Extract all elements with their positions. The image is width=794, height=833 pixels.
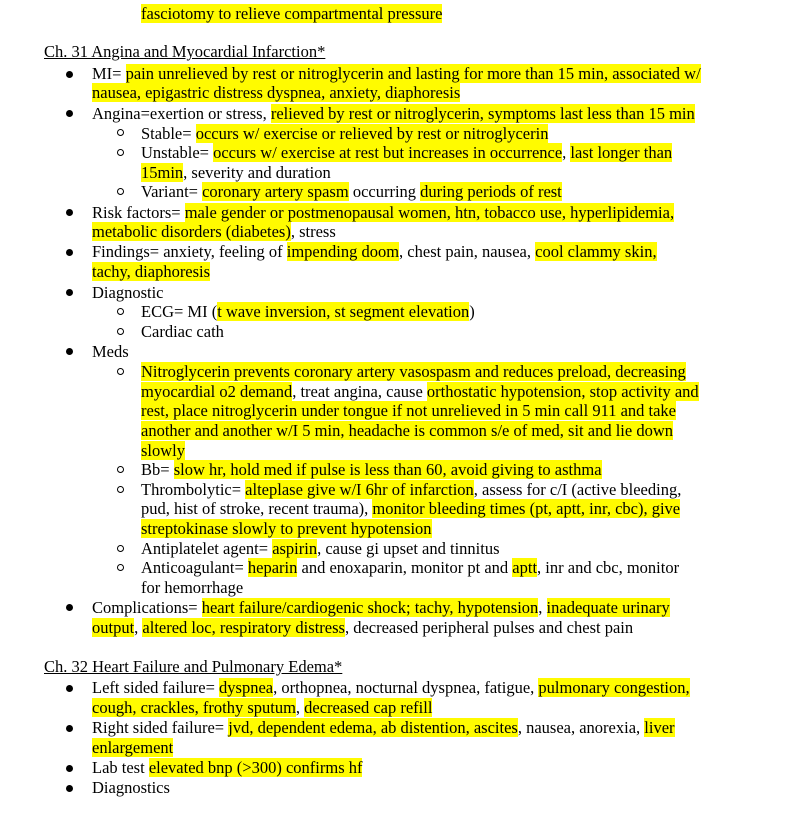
thrombolytic-line3 bbox=[141, 519, 432, 539]
text-segment: ECG= MI ( bbox=[141, 302, 218, 321]
highlighted-text: coronary artery spasm bbox=[202, 182, 349, 201]
findings-line2 bbox=[92, 262, 210, 282]
highlighted-text: heart failure/cardiogenic shock; tachy, hypotension bbox=[201, 598, 539, 617]
sub-bullet-icon bbox=[117, 564, 124, 571]
bullet-icon bbox=[66, 289, 73, 296]
thrombolytic-line2 bbox=[141, 499, 680, 519]
highlighted-text: myocardial o2 demand bbox=[141, 382, 293, 401]
nitroglycerin-line2 bbox=[141, 382, 699, 402]
highlighted-text: decreased cap refill bbox=[304, 698, 433, 717]
text-segment: Right sided failure= bbox=[92, 718, 229, 737]
text-segment: Antiplatelet agent= bbox=[141, 539, 273, 558]
ecg-item bbox=[141, 302, 475, 322]
bullet-icon bbox=[66, 249, 73, 256]
text-segment: , stress bbox=[290, 222, 336, 241]
text-segment: Bb= bbox=[141, 460, 174, 479]
mi-item-line2 bbox=[92, 83, 460, 103]
left-sided-failure-line1 bbox=[92, 678, 690, 698]
highlighted-text: pulmonary congestion, bbox=[538, 678, 690, 697]
text-segment: Complications= bbox=[92, 598, 202, 617]
nitroglycerin-line5 bbox=[141, 441, 185, 461]
nitroglycerin-line1 bbox=[141, 362, 686, 382]
text-segment: Diagnostic bbox=[92, 283, 164, 302]
text-segment: , decreased peripheral pulses and chest pain bbox=[344, 618, 634, 637]
highlighted-text: inadequate urinary bbox=[546, 598, 670, 617]
text-segment: , cause gi upset and tinnitus bbox=[317, 539, 500, 558]
text-segment: , assess for c/I (active bleeding, bbox=[473, 480, 682, 499]
text-segment: Findings= anxiety, feeling of bbox=[92, 242, 287, 261]
complications-line2 bbox=[92, 618, 633, 638]
findings-line1 bbox=[92, 242, 657, 262]
text-segment: , chest pain, nausea, bbox=[399, 242, 536, 261]
text-segment: Lab test bbox=[92, 758, 149, 777]
highlighted-text: slowly bbox=[141, 441, 186, 460]
thrombolytic-line1 bbox=[141, 480, 681, 500]
highlighted-text: impending doom bbox=[286, 242, 400, 261]
sub-bullet-icon bbox=[117, 308, 124, 315]
bullet-icon bbox=[66, 110, 73, 117]
lab-test-item bbox=[92, 758, 362, 778]
text-segment: , bbox=[295, 698, 305, 717]
bullet-icon bbox=[66, 604, 73, 611]
highlighted-text: 15min bbox=[141, 163, 184, 182]
sub-bullet-icon bbox=[117, 188, 124, 195]
highlighted-text: altered loc, respiratory distress bbox=[142, 618, 345, 637]
sub-bullet-icon bbox=[117, 328, 124, 335]
highlighted-text: rest, place nitroglycerin under tongue if not unrelieved in 5 min call 911 and take bbox=[141, 401, 677, 420]
unstable-item-line2 bbox=[141, 163, 331, 183]
highlighted-text: occurs w/ exercise or relieved by rest or nitroglycerin bbox=[195, 124, 549, 143]
right-sided-failure-line2 bbox=[92, 738, 173, 758]
text-segment: Diagnostics bbox=[92, 778, 170, 797]
text-segment: Risk factors= bbox=[92, 203, 185, 222]
right-sided-failure-line1 bbox=[92, 718, 675, 738]
meds-item bbox=[92, 342, 129, 362]
highlighted-text: during periods of rest bbox=[420, 182, 562, 201]
text-segment: Unstable= bbox=[141, 143, 214, 162]
text-segment: MI= bbox=[92, 64, 126, 83]
text-segment: ) bbox=[469, 302, 475, 321]
highlighted-text: elevated bnp (>300) confirms hf bbox=[148, 758, 363, 777]
risk-factors-line1 bbox=[92, 203, 674, 223]
sub-bullet-icon bbox=[117, 368, 124, 375]
cardiac-cath-item bbox=[141, 322, 224, 342]
text-segment: , orthopnea, nocturnal dyspnea, fatigue, bbox=[273, 678, 539, 697]
antiplatelet-item bbox=[141, 539, 500, 559]
highlighted-text: slow hr, hold med if pulse is less than 60, avoid giving to asthma bbox=[173, 460, 602, 479]
anticoagulant-line2 bbox=[141, 578, 243, 598]
stable-item bbox=[141, 124, 548, 144]
text-segment: , bbox=[562, 143, 571, 162]
text-segment: , bbox=[134, 618, 143, 637]
text-segment: Cardiac cath bbox=[141, 322, 224, 341]
highlighted-text: monitor bleeding times (pt, aptt, inr, cbc), give bbox=[372, 499, 681, 518]
text-segment: and enoxaparin, monitor pt and bbox=[297, 558, 513, 577]
text-segment: , inr and cbc, monitor bbox=[537, 558, 680, 577]
highlighted-text: cough, crackles, frothy sputum bbox=[92, 698, 296, 717]
text-segment: Angina=exertion or stress, bbox=[92, 104, 271, 123]
highlighted-text: Nitroglycerin prevents coronary artery vasospasm and reduces preload, decreasing bbox=[141, 362, 686, 381]
text-segment: occurring bbox=[348, 182, 421, 201]
nitroglycerin-line3 bbox=[141, 401, 676, 421]
bullet-icon bbox=[66, 785, 73, 792]
highlighted-text: alteplase give w/I 6hr of infarction bbox=[245, 480, 474, 499]
top-fragment-line bbox=[141, 4, 442, 24]
highlighted-text: fasciotomy to relieve compartmental pressure bbox=[141, 4, 443, 23]
nitroglycerin-line4 bbox=[141, 421, 673, 441]
highlighted-text: pain unrelieved by rest or nitroglycerin and lasting for more than 15 min, associated w/ bbox=[125, 64, 701, 83]
sub-bullet-icon bbox=[117, 149, 124, 156]
highlighted-text: heparin bbox=[247, 558, 298, 577]
sub-bullet-icon bbox=[117, 129, 124, 136]
angina-item bbox=[92, 104, 695, 124]
text-segment: , treat angina, cause bbox=[292, 382, 427, 401]
risk-factors-line2 bbox=[92, 222, 336, 242]
chapter-31-heading: Ch. 31 Angina and Myocardial Infarction* bbox=[44, 42, 326, 61]
text-segment: pud, hist of stroke, recent trauma), bbox=[141, 499, 373, 518]
highlighted-text: dyspnea bbox=[219, 678, 274, 697]
highlighted-text: aspirin bbox=[272, 539, 318, 558]
highlighted-text: cool clammy skin, bbox=[535, 242, 657, 261]
bullet-icon bbox=[66, 71, 73, 78]
text-segment: , bbox=[538, 598, 547, 617]
text-segment: , nausea, anorexia, bbox=[517, 718, 645, 737]
complications-line1 bbox=[92, 598, 670, 618]
highlighted-text: nausea, epigastric distress dyspnea, anxiety, diaphoresis bbox=[92, 83, 461, 102]
text-segment: for hemorrhage bbox=[141, 578, 244, 597]
left-sided-failure-line2 bbox=[92, 698, 432, 718]
text-segment: , severity and duration bbox=[183, 163, 331, 182]
diagnostic-item bbox=[92, 283, 164, 303]
highlighted-text: jvd, dependent edema, ab distention, ascites bbox=[228, 718, 518, 737]
variant-item bbox=[141, 182, 562, 202]
sub-bullet-icon bbox=[117, 486, 124, 493]
highlighted-text: streptokinase slowly to prevent hypotension bbox=[141, 519, 432, 538]
text-segment: Left sided failure= bbox=[92, 678, 220, 697]
text-segment: Anticoagulant= bbox=[141, 558, 248, 577]
bullet-icon bbox=[66, 209, 73, 216]
text-segment: Stable= bbox=[141, 124, 196, 143]
highlighted-text: enlargement bbox=[92, 738, 174, 757]
highlighted-text: output bbox=[92, 618, 135, 637]
highlighted-text: tachy, diaphoresis bbox=[92, 262, 211, 281]
highlighted-text: liver bbox=[644, 718, 675, 737]
chapter-32-heading: Ch. 32 Heart Failure and Pulmonary Edema* bbox=[44, 657, 343, 676]
highlighted-text: orthostatic hypotension, stop activity and bbox=[426, 382, 699, 401]
sub-bullet-icon bbox=[117, 466, 124, 473]
highlighted-text: aptt bbox=[512, 558, 538, 577]
unstable-item-line1 bbox=[141, 143, 672, 163]
text-segment: Meds bbox=[92, 342, 129, 361]
bullet-icon bbox=[66, 685, 73, 692]
bullet-icon bbox=[66, 725, 73, 732]
bullet-icon bbox=[66, 765, 73, 772]
text-segment: Variant= bbox=[141, 182, 203, 201]
highlighted-text: occurs w/ exercise at rest but increases in occurrence bbox=[213, 143, 563, 162]
highlighted-text: metabolic disorders (diabetes) bbox=[92, 222, 291, 241]
highlighted-text: last longer than bbox=[570, 143, 673, 162]
highlighted-text: relieved by rest or nitroglycerin, symptoms last less than 15 min bbox=[270, 104, 695, 123]
highlighted-text: another and another w/I 5 min, headache is common s/e of med, sit and lie down bbox=[141, 421, 673, 440]
bullet-icon bbox=[66, 348, 73, 355]
diagnostics-item bbox=[92, 778, 170, 798]
sub-bullet-icon bbox=[117, 545, 124, 552]
text-segment: Thrombolytic= bbox=[141, 480, 246, 499]
bb-item bbox=[141, 460, 602, 480]
highlighted-text: t wave inversion, st segment elevation bbox=[217, 302, 470, 321]
anticoagulant-line1 bbox=[141, 558, 679, 578]
highlighted-text: male gender or postmenopausal women, htn, tobacco use, hyperlipidemia, bbox=[184, 203, 675, 222]
mi-item-line1 bbox=[92, 64, 701, 84]
